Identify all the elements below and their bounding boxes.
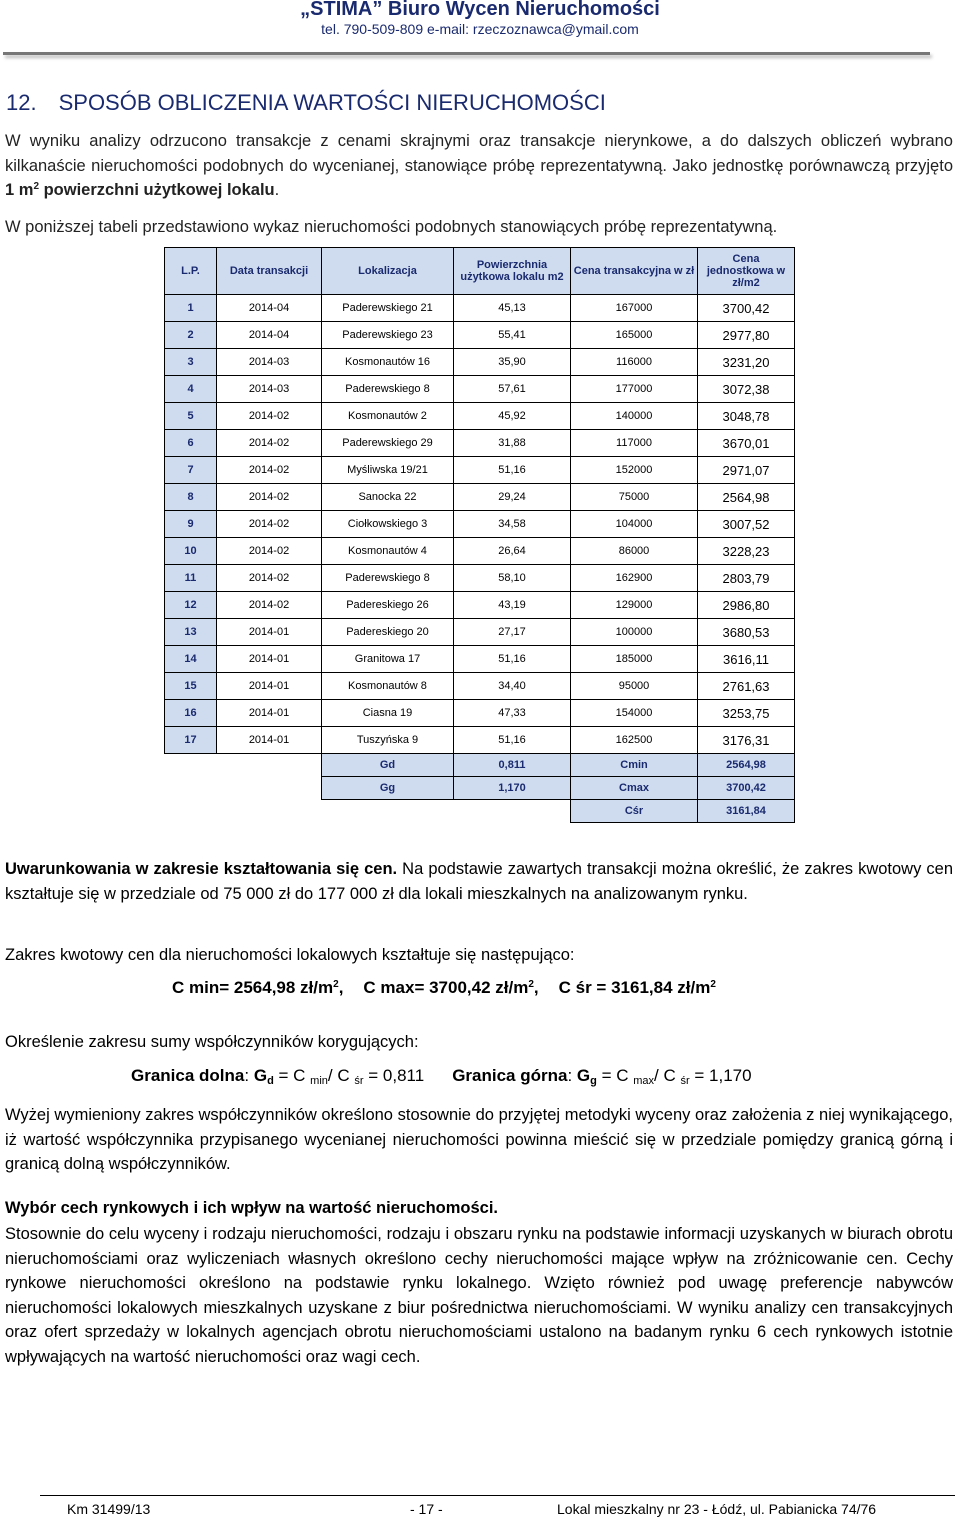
cell-lp: 17: [165, 727, 217, 754]
table-row: [165, 646, 795, 673]
cell-date: 2014-02: [217, 430, 322, 457]
csr-formula: C śr = 3161,84 zł/m: [558, 978, 711, 997]
table-intro: W poniższej tabeli przedstawiono wykaz nieruchomości podobnych stanowiących próbę reprezentatywną.: [5, 218, 778, 236]
cell-price: 100000: [571, 619, 698, 646]
cell-area: 34,58: [454, 511, 571, 538]
cell-lp: 2: [165, 322, 217, 349]
lower-g-sub: d: [267, 1075, 274, 1087]
company-name: „STIMA” Biuro Wycen Nieruchomości: [300, 0, 660, 20]
table-row: [165, 592, 795, 619]
cell-price: 152000: [571, 457, 698, 484]
upper-g-sub: g: [590, 1075, 597, 1087]
cell-date: 2014-04: [217, 295, 322, 322]
cell-area: 51,16: [454, 727, 571, 754]
price-range-formula: C min= 2564,98 $zł/m^2$, C max= 3700,42 $zł/m^2$, C śr = 3161,84 $zł/m^2$: [172, 978, 716, 997]
cell-lp: 12: [165, 592, 217, 619]
table-row: [165, 376, 795, 403]
cell-location: Padereskiego 20: [322, 619, 454, 646]
cell-location: Sanocka 22: [322, 484, 454, 511]
cell-date: 2014-02: [217, 484, 322, 511]
cell-lp: 8: [165, 484, 217, 511]
cell-date: 2014-01: [217, 700, 322, 727]
lower-value: = 0,811: [363, 1066, 425, 1085]
cell-price: 167000: [571, 295, 698, 322]
cell-price: 162500: [571, 727, 698, 754]
cell-price: 154000: [571, 700, 698, 727]
cell-unit-price: 3670,01: [698, 430, 795, 457]
conditions-text: Na podstawie zawartych transakcji można określić, że zakres kwotowy cen kształtuje się w przedziale od 75 000 zł do 177 000 zł dla lokali mieszkalnych na analizowanym rynku.: [5, 860, 953, 903]
footer-page-number: - 17 -: [410, 1501, 443, 1517]
lower-min-sub: min: [310, 1075, 328, 1087]
cell-date: 2014-02: [217, 403, 322, 430]
cell-price: 95000: [571, 673, 698, 700]
cell-location: Paderewskiego 8: [322, 565, 454, 592]
upper-div: / C: [654, 1066, 681, 1085]
cell-date: 2014-03: [217, 349, 322, 376]
cell-lp: 6: [165, 430, 217, 457]
gd-value: 0,811: [454, 754, 571, 777]
cmin-formula: C min= 2564,98 zł/m: [172, 978, 334, 997]
coef-bounds-formula: Granica dolna: $G_d = C$ $_{min}$/ C $_{śr}$ = 0,811 Granica górna: $G_g = C$ $_{max}$/ C $_{śr}$ = 1,170: [131, 1066, 752, 1087]
upper-value: = 1,170: [689, 1066, 752, 1085]
cell-lp: 11: [165, 565, 217, 592]
cell-location: Paderewskiego 8: [322, 376, 454, 403]
gg-value: 1,170: [454, 777, 571, 800]
cell-lp: 10: [165, 538, 217, 565]
cell-location: Granitowa 17: [322, 646, 454, 673]
header-area: Powierzchnia użytkowa lokalu m2: [454, 248, 571, 295]
cmin-label: Cmin: [571, 754, 698, 777]
table-header-row: [165, 248, 795, 295]
cell-location: Kosmonautów 4: [322, 538, 454, 565]
conditions-paragraph: [5, 857, 953, 906]
table-row: [165, 457, 795, 484]
cell-date: 2014-01: [217, 619, 322, 646]
cell-area: 45,92: [454, 403, 571, 430]
cell-location: Myśliwska 19/21: [322, 457, 454, 484]
upper-g: G: [576, 1066, 591, 1085]
cell-date: 2014-02: [217, 457, 322, 484]
cell-area: 45,13: [454, 295, 571, 322]
summary-row-csr: [165, 800, 795, 823]
header-date: Data transakcji: [217, 248, 322, 295]
cell-location: Paderewskiego 21: [322, 295, 454, 322]
header-lp: L.P.: [165, 248, 217, 295]
cell-location: Kosmonautów 8: [322, 673, 454, 700]
cell-unit-price: 2803,79: [698, 565, 795, 592]
cell-lp: 13: [165, 619, 217, 646]
intro-text: W wyniku analizy odrzucono transakcje z cenami skrajnymi oraz transakcje nierynkowe, a do dalszych obliczeń wybrano kilkanaście nieruchomości podobnych do wycenianej, stanowiące próbę reprezentatywną. Jako jednostkę porównawczą przyjęto: [5, 132, 953, 175]
header-location: Lokalizacja: [322, 248, 454, 295]
cell-date: 2014-01: [217, 727, 322, 754]
csr-exponent: 2: [710, 979, 716, 990]
cell-date: 2014-03: [217, 376, 322, 403]
header-price: Cena transakcyjna w zł: [571, 248, 698, 295]
section-title: [6, 90, 606, 116]
cell-location: Padereskiego 26: [322, 592, 454, 619]
header-unit-price: Cena jednostkowa w zł/m2: [698, 248, 795, 295]
table-row: [165, 403, 795, 430]
lower-g: G: [253, 1066, 268, 1085]
cell-area: 26,64: [454, 538, 571, 565]
cell-area: 55,41: [454, 322, 571, 349]
cell-location: Paderewskiego 29: [322, 430, 454, 457]
cell-unit-price: 3700,42: [698, 295, 795, 322]
cell-area: 51,16: [454, 646, 571, 673]
cell-unit-price: 2971,07: [698, 457, 795, 484]
unit-text: 1 m: [5, 181, 34, 199]
unit-exponent: 2: [33, 181, 39, 192]
cell-price: 162900: [571, 565, 698, 592]
coef-intro: Określenie zakresu sumy współczynników korygujących:: [5, 1033, 419, 1051]
cell-area: 31,88: [454, 430, 571, 457]
lower-sr-sub: śr: [354, 1075, 364, 1087]
cell-price: 185000: [571, 646, 698, 673]
cell-lp: 4: [165, 376, 217, 403]
table-row: [165, 349, 795, 376]
table-row: [165, 619, 795, 646]
conditions-heading: Uwarunkowania w zakresie kształtowania się cen.: [5, 860, 398, 878]
cell-area: 58,10: [454, 565, 571, 592]
cell-area: 27,17: [454, 619, 571, 646]
footer-divider: [40, 1495, 955, 1496]
upper-bound-label: Granica górna: [452, 1066, 568, 1085]
lower-div: / C: [327, 1066, 355, 1085]
table-row: [165, 322, 795, 349]
cell-price: 75000: [571, 484, 698, 511]
cell-unit-price: 2986,80: [698, 592, 795, 619]
table-row: [165, 538, 795, 565]
cell-date: 2014-02: [217, 511, 322, 538]
table-row: [165, 295, 795, 322]
cell-date: 2014-01: [217, 646, 322, 673]
upper-eq: = C: [596, 1066, 634, 1085]
cell-lp: 16: [165, 700, 217, 727]
cell-location: Kosmonautów 2: [322, 403, 454, 430]
cell-lp: 14: [165, 646, 217, 673]
cmax-formula: C max= 3700,42 zł/m: [363, 978, 529, 997]
unit-text-rest: powierzchni użytkowej lokalu: [39, 181, 275, 199]
table-row: [165, 700, 795, 727]
cell-price: 104000: [571, 511, 698, 538]
cell-unit-price: 3616,11: [698, 646, 795, 673]
cell-price: 140000: [571, 403, 698, 430]
cell-unit-price: 3048,78: [698, 403, 795, 430]
features-paragraph: Stosownie do celu wyceny i rodzaju nieruchomości, rodzaju i obszaru rynku na podstawie informacji uzyskanych w biurach obrotu nieruchomościami oraz wyliczeniach własnych określono cechy nieruchomości mające wpływ na zróżnicowanie cen. Cechy rynkowe nieruchomości określono na podstawie rynku lokalnego. Wzięto również pod uwagę preferencje nabywców nieruchomości lokalowych mieszkalnych uzyskane z biur pośrednictwa nieruchomościami. W wyniku analizy cen transakcyjnych oraz ofert sprzedaży w lokalnych agencjach obrotu nieruchomościami ustalono na badanym rynku 6 cech rynkowych istotnie wpływających na wartość nieruchomości oraz wagi cech.: [5, 1225, 953, 1366]
cell-area: 47,33: [454, 700, 571, 727]
cell-location: Tuszyńska 9: [322, 727, 454, 754]
cell-unit-price: 3228,23: [698, 538, 795, 565]
cmax-label: Cmax: [571, 777, 698, 800]
cell-unit-price: 3231,20: [698, 349, 795, 376]
table-row: [165, 727, 795, 754]
cell-location: Paderewskiego 23: [322, 322, 454, 349]
table-row: [165, 484, 795, 511]
cell-unit-price: 2977,80: [698, 322, 795, 349]
cell-price: 177000: [571, 376, 698, 403]
cmax-value: 3700,42: [698, 777, 795, 800]
features-heading: Wybór cech rynkowych i ich wpływ na wartość nieruchomości.: [5, 1199, 499, 1217]
summary-row-gd: [165, 754, 795, 777]
cmin-exponent: 2: [333, 979, 339, 990]
cell-date: 2014-02: [217, 565, 322, 592]
gd-label: Gd: [322, 754, 454, 777]
cell-unit-price: 3007,52: [698, 511, 795, 538]
cell-date: 2014-04: [217, 322, 322, 349]
cell-area: 29,24: [454, 484, 571, 511]
cell-location: Kosmonautów 16: [322, 349, 454, 376]
cell-area: 43,19: [454, 592, 571, 619]
cell-date: 2014-01: [217, 673, 322, 700]
cell-area: 35,90: [454, 349, 571, 376]
intro-end: .: [274, 181, 280, 199]
cell-price: 165000: [571, 322, 698, 349]
cell-price: 117000: [571, 430, 698, 457]
cell-price: 86000: [571, 538, 698, 565]
range-intro: Zakres kwotowy cen dla nieruchomości lokalowych kształtuje się następująco:: [5, 946, 575, 964]
table-row: [165, 565, 795, 592]
coef-paragraph: Wyżej wymieniony zakres współczynników określono stosownie do przyjętej metodyki wyceny oraz założenia z niej wynikającego, iż wartość współczynnika przypisanego wycenianej nieruchomości powinna mieścić się w przedziale pomiędzy granicą górną i granicą dolną współczynników.: [5, 1106, 953, 1173]
cell-unit-price: 2761,63: [698, 673, 795, 700]
cell-price: 129000: [571, 592, 698, 619]
intro-paragraph: [5, 129, 953, 206]
cell-lp: 7: [165, 457, 217, 484]
cell-area: 34,40: [454, 673, 571, 700]
table-row: [165, 511, 795, 538]
cell-location: Ciołkowskiego 3: [322, 511, 454, 538]
footer-property: Lokal mieszkalny nr 23 - Łódź, ul. Pabianicka 74/76: [557, 1501, 877, 1517]
lower-bound-label: Granica dolna: [131, 1066, 245, 1085]
gg-label: Gg: [322, 777, 454, 800]
upper-sr-sub: śr: [680, 1075, 690, 1087]
section-number: 12.: [6, 90, 37, 115]
footer-case-number: Km 31499/13: [67, 1501, 151, 1517]
upper-max-sub: max: [633, 1075, 655, 1087]
section-title-text: SPOSÓB OBLICZENIA WARTOŚCI NIERUCHOMOŚCI: [58, 90, 606, 115]
csr-value: 3161,84: [698, 800, 795, 823]
summary-row-gg: [165, 777, 795, 800]
cell-location: Ciasna 19: [322, 700, 454, 727]
company-contact: tel. 790-509-809 e-mail: rzeczoznawca@ymail.com: [321, 21, 639, 37]
cmin-value: 2564,98: [698, 754, 795, 777]
table-row: [165, 430, 795, 457]
table-row: [165, 673, 795, 700]
header-divider: [3, 52, 930, 55]
cell-area: 51,16: [454, 457, 571, 484]
cmax-exponent: 2: [528, 979, 534, 990]
cell-unit-price: 3680,53: [698, 619, 795, 646]
cell-unit-price: 2564,98: [698, 484, 795, 511]
csr-label: Cśr: [571, 800, 698, 823]
cell-lp: 5: [165, 403, 217, 430]
cell-lp: 15: [165, 673, 217, 700]
cell-area: 57,61: [454, 376, 571, 403]
cell-unit-price: 3072,38: [698, 376, 795, 403]
cell-price: 116000: [571, 349, 698, 376]
cell-unit-price: 3253,75: [698, 700, 795, 727]
cell-lp: 1: [165, 295, 217, 322]
cell-date: 2014-02: [217, 592, 322, 619]
comparables-table: [164, 247, 795, 823]
lower-eq: = C: [273, 1066, 311, 1085]
cell-lp: 3: [165, 349, 217, 376]
cell-date: 2014-02: [217, 538, 322, 565]
cell-lp: 9: [165, 511, 217, 538]
cell-unit-price: 3176,31: [698, 727, 795, 754]
